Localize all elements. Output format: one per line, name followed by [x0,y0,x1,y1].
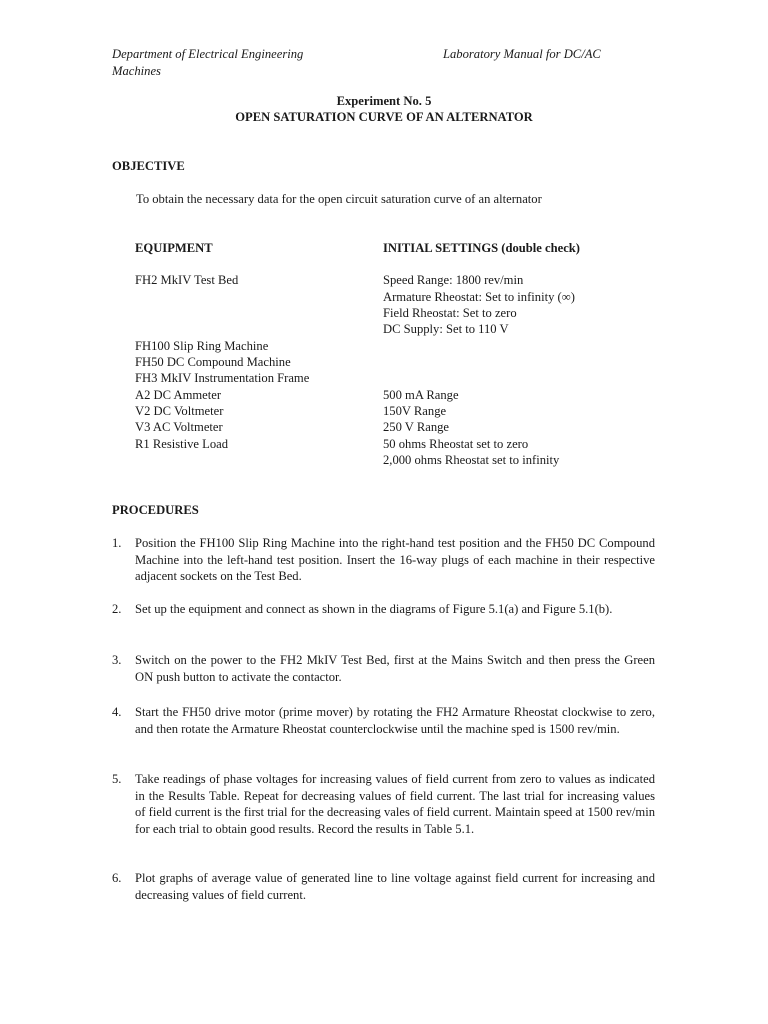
initial-settings-heading: INITIAL SETTINGS (double check) [383,241,581,255]
equipment-setting: 500 mA Range [383,388,459,402]
header-department-cont: Machines [112,64,161,78]
setting-dc-supply: DC Supply: Set to 110 V [383,322,509,336]
procedure-text: Position the FH100 Slip Ring Machine into the right-hand test position and the FH50 DC Compound Machine into the left-hand test position. Insert the 16-way plugs of each machine in their respective adjacent sockets on the Test Bed. [135,536,655,583]
equipment-item: R1 Resistive Load [135,437,229,451]
experiment-title: OPEN SATURATION CURVE OF AN ALTERNATOR [235,110,533,124]
procedure-number: 3. [112,653,122,667]
objective-text: To obtain the necessary data for the open circuit saturation curve of an alternator [136,192,542,206]
setting-speed-range: Speed Range: 1800 rev/min [383,273,524,287]
equipment-setting: 250 V Range [383,420,450,434]
procedure-text: Start the FH50 drive motor (prime mover) by rotating the FH2 Armature Rheostat clockwise to zero, and then rotate the Armature Rheostat counterclockwise until the machine sped is 1500 rev/min. [135,705,655,736]
objective-heading: OBJECTIVE [112,159,185,173]
equipment-heading: EQUIPMENT [135,241,213,255]
procedures-heading: PROCEDURES [112,503,199,517]
equipment-item: V2 DC Voltmeter [135,404,224,418]
experiment-number: Experiment No. 5 [336,94,432,108]
header-department: Department of Electrical Engineering [112,47,304,61]
equipment-item: A2 DC Ammeter [135,388,222,402]
procedure-number: 4. [112,705,122,719]
equipment-item: V3 AC Voltmeter [135,420,223,434]
equipment-test-bed: FH2 MkIV Test Bed [135,273,239,287]
header-manual-title: Laboratory Manual for DC/AC [443,47,601,61]
equipment-item: FH50 DC Compound Machine [135,355,291,369]
procedure-number: 1. [112,536,122,550]
procedure-text: Plot graphs of average value of generated line to line voltage against field current for increasing and decreasing values of field current. [135,871,655,902]
procedure-number: 6. [112,871,122,885]
procedure-number: 5. [112,772,122,786]
equipment-item: FH100 Slip Ring Machine [135,339,269,353]
setting-armature-rheostat: Armature Rheostat: Set to infinity (∞) [383,290,575,304]
equipment-setting: 50 ohms Rheostat set to zero [383,437,529,451]
procedure-text: Set up the equipment and connect as shown in the diagrams of Figure 5.1(a) and Figure 5.1(b). [135,602,613,616]
setting-field-rheostat: Field Rheostat: Set to zero [383,306,517,320]
equipment-setting: 2,000 ohms Rheostat set to infinity [383,453,560,467]
procedure-text: Switch on the power to the FH2 MkIV Test Bed, first at the Mains Switch and then press the Green ON push button to activate the contactor. [135,653,655,684]
equipment-setting: 150V Range [383,404,447,418]
equipment-item: FH3 MkIV Instrumentation Frame [135,371,310,385]
procedure-text: Take readings of phase voltages for increasing values of field current from zero to values as indicated in the Results Table. Repeat for decreasing values of field current. The last trial for increasing values of field current is the first trial for the decreasing vales of field current. Maintain speed at 1500 rev/min for each trial to obtain good results. Record the results in Table 5.1. [135,772,656,836]
procedure-number: 2. [112,602,122,616]
